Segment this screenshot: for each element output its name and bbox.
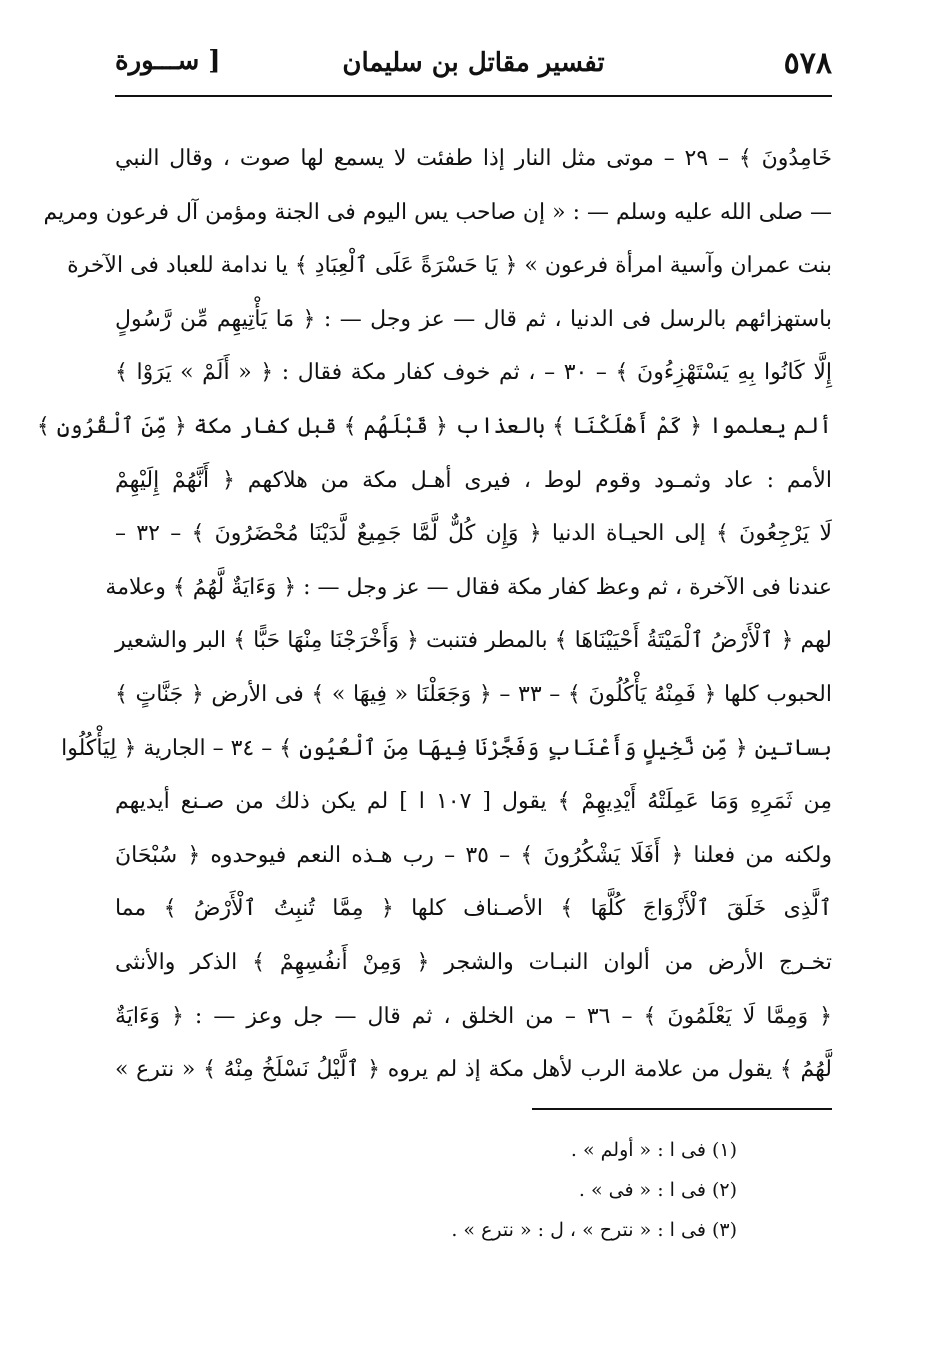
text-line: إِلَّا كَانُوا بِهِ يَسْتَهْزِءُونَ ﴾ – ٣٠ – ، ثم خوف كفار مكة فقال : ﴿ « أَلَمْ » يَرَوْا ﴾ — [115, 360, 832, 386]
footnotes — [317, 1130, 737, 1250]
book-title: تفسير مقاتل بن سليمان — [342, 48, 605, 78]
text-line: لَّهُمُ ﴾ يقول من علامة الرب لأهل مكة إذ لم يروه ﴿ ٱلَّيْلُ نَسْلَخُ مِنْهُ ﴾ « نترع » — [115, 1057, 832, 1083]
page-header — [115, 40, 832, 90]
text-line: لَا يَرْجِعُونَ ﴾ إلى الحيـاة الدنيا ﴿ وَإِن كُلٌّ لَّمَّا جَمِيعٌ لَّدَيْنَا مُحْضَرُونَ ﴾ – ٣٢ – — [115, 521, 832, 547]
text-line: باستهزائهم بالرسل فى الدنيا ، ثم قال — عز وجل — : ﴿ مَا يَأْتِيهِم مِّن رَّسُولٍ — [115, 306, 832, 332]
page-number: ٥٧٨ — [783, 46, 832, 81]
text-line: الحبوب كلها ﴿ فَمِنْهُ يَأْكُلُونَ ﴾ – ٣٣ – ﴿ وَجَعَلْنَا « فِيهَا » ﴾ فى الأرض ﴿ جَنَّاتٍ ﴾ — [115, 681, 832, 707]
text-line: بنت عمران وآسية امرأة فرعون » ﴿ يَا حَسْرَةً عَلَى ٱلْعِبَادِ ﴾ يا ندامة للعباد فى الآخرة — [67, 253, 832, 279]
header-rule — [115, 95, 832, 97]
text-line: لهم ﴿ ٱلْأَرْضُ ٱلْمَيْتَةُ أَحْيَيْنَاهَا ﴾ بالمطر فتنبت ﴿ وَأَخْرَجْنَا مِنْهَا حَبًّا ﴾ البر والشعير — [115, 628, 832, 654]
text-line: — صلى الله عليه وسلم — : « إن صاحب يس اليوم فى الجنة ومؤمن آل فرعون ومريم — [43, 199, 832, 225]
text-line: ٱلَّذِى خَلَقَ ٱلْأَزْوَاجَ كُلَّهَا ﴾ الأصـناف كلها ﴿ مِمَّا تُنبِتُ ٱلْأَرْضُ ﴾ مما — [115, 896, 832, 922]
text-line: ﴿ وَمِمَّا لَا يَعْلَمُونَ ﴾ – ٣٦ – من الخلق ، ثم قال — جل وعز — : ﴿ وَءَايَةٌ — [115, 1003, 832, 1029]
text-line: الأمم : عاد وثمـود وقوم لوط ، فيرى أهـل مكة من هلاكهم ﴿ أَنَّهُمْ إِلَيْهِمْ — [115, 467, 832, 493]
footnote: (٢) فى ا : « فى » . — [578, 1179, 737, 1201]
text-line: عندنا فى الآخرة ، ثم وعظ كفار مكة فقال — عز وجل — : ﴿ وَءَايَةٌ لَّهُمُ ﴾ وعلامة — [105, 574, 832, 600]
footnote-rule — [532, 1108, 832, 1110]
tafsir-body-text — [36, 132, 832, 1097]
text-line: بساتين ﴿ مِّن نَّخِيلٍ وَأَعْنَابٍ وَفَجَّرْنَا فِيهَا مِنَ ٱلْعُيُونِ ﴾ – ٣٤ – الجارية ﴿ لِيَأْكُلُوا — [61, 735, 832, 761]
footnote: (٣) فى ا : « نترح » ، ل : « نترع » . — [451, 1219, 737, 1241]
text-line: ألم يعلموا ﴿ كَمْ أَهْلَكْنَا ﴾ بالعذاب ﴿ قَبْلَهُم ﴾ قبل كفار مكة ﴿ مِّنَ ٱلْقُرُونِ ﴾ — [36, 413, 832, 439]
text-line: ولكنه من فعلنا ﴿ أَفَلَا يَشْكُرُونَ ﴾ – ٣٥ – رب هـذه النعم فيوحدوه ﴿ سُبْحَانَ — [115, 842, 832, 868]
text-line: خَامِدُونَ ﴾ – ٢٩ – موتى مثل النار إذا طفئت لا يسمع لها صوت ، وقال النبي — [115, 146, 832, 171]
surah-label: [ ســـورة — [115, 46, 221, 76]
footnote: (١) فى ا : « أولم » . — [570, 1139, 737, 1161]
text-line: مِن ثَمَرِهِ وَمَا عَمِلَتْهُ أَيْدِيهِمْ ﴾ يقول [ ١٠٧ ا ] لم يكن ذلك من صـنع أيديهم — [115, 789, 832, 815]
text-line: تخـرج الأرض من ألوان النبـات والشجر ﴿ وَمِنْ أَنفُسِهِمْ ﴾ الذكر والأنثى — [115, 949, 832, 975]
